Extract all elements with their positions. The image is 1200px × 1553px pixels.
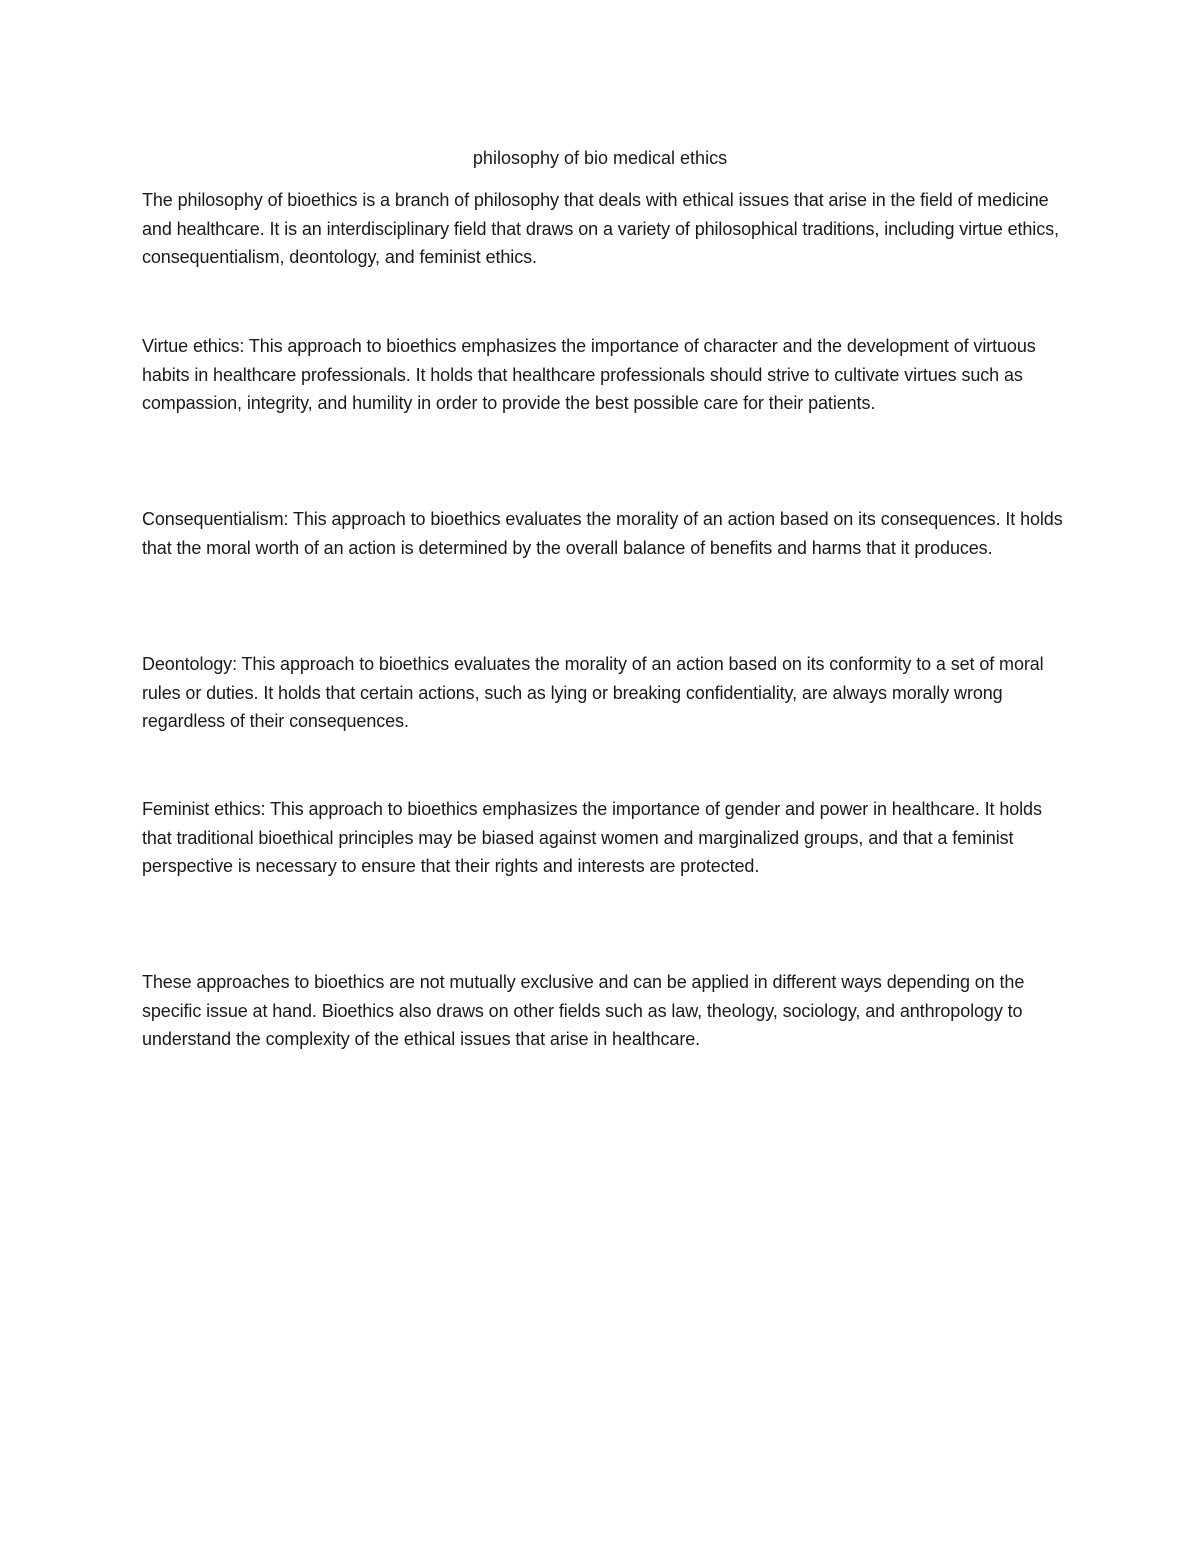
document-title: philosophy of bio medical ethics [472,148,728,168]
paragraph-introduction: The philosophy of bioethics is a branch of philosophy that deals with ethical issues that arise in the field of medicine and healthcare. It is an interdisciplinary field that draws on a variety of philosophical traditions, including virtue ethics, consequentialism, deontology, and feminist ethics. [142,190,1059,268]
paragraph-deontology: Deontology: This approach to bioethics evaluates the morality of an action based on its conformity to a set of moral rules or duties. It holds that certain actions, such as lying or breaking confidentiality, are always morally wrong regardless of their consequences. [142,654,1044,732]
paragraph-feminist-ethics: Feminist ethics: This approach to bioethics emphasizes the importance of gender and power in healthcare. It holds that traditional bioethical principles may be biased against women and marginalized groups, and that a feminist perspective is necessary to ensure that their rights and interests are protected. [142,799,1042,877]
paragraph-consequentialism: Consequentialism: This approach to bioethics evaluates the morality of an action based on its consequences. It holds that the moral worth of an action is determined by the overall balance of benefits and harms that it produces. [142,509,1063,558]
paragraph-conclusion: These approaches to bioethics are not mutually exclusive and can be applied in different ways depending on the specific issue at hand. Bioethics also draws on other fields such as law, theology, sociology, and anthropology to understand the complexity of the ethical issues that arise in healthcare. [142,972,1025,1050]
paragraph-virtue-ethics: Virtue ethics: This approach to bioethics emphasizes the importance of character and the development of virtuous habits in healthcare professionals. It holds that healthcare professionals should strive to cultivate virtues such as compassion, integrity, and humility in order to provide the best possible care for their patients. [142,336,1036,414]
